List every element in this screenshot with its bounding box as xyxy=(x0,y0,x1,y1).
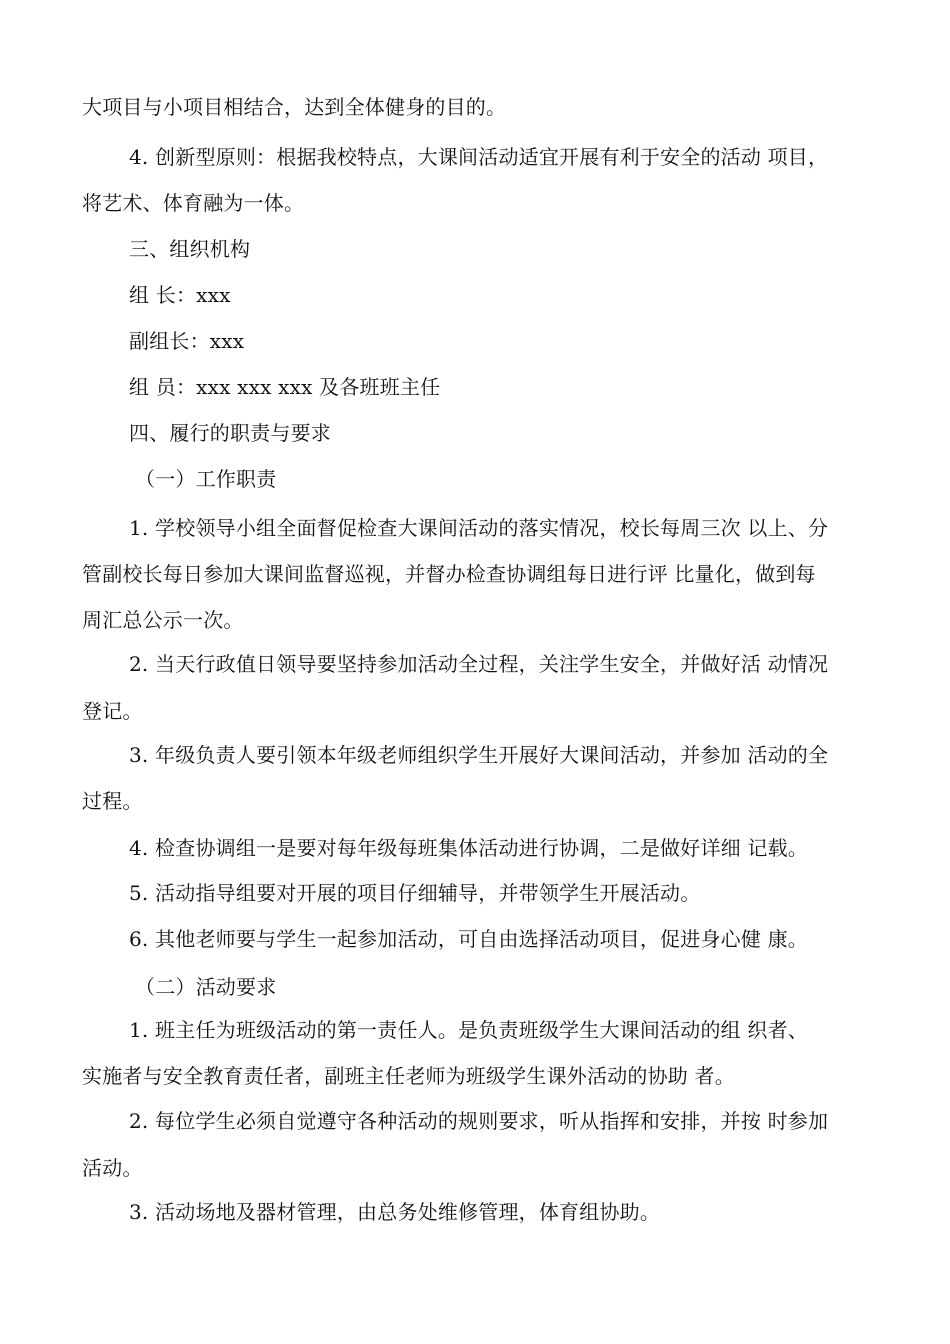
text-line: 6. 其他老师要与学生一起参加活动，可自由选择活动项目，促进身心健 康。 xyxy=(129,927,808,951)
text-line: 组 长：xxx xyxy=(129,283,231,307)
text-line: 登记。 xyxy=(82,699,143,723)
text-line: 4. 创新型原则：根据我校特点，大课间活动适宜开展有利于安全的活动 项目， xyxy=(129,145,829,169)
text-line: 4. 检查协调组一是要对每年级每班集体活动进行协调，二是做好详细 记载。 xyxy=(129,836,808,860)
section-heading: 四、履行的职责与要求 xyxy=(129,421,331,445)
text-line: 过程。 xyxy=(82,789,143,813)
text-line: 实施者与安全教育责任者，副班主任老师为班级学生课外活动的协助 者。 xyxy=(82,1064,735,1088)
subsection-heading: （一）工作职责 xyxy=(135,467,277,491)
text-line: 周汇总公示一次。 xyxy=(82,608,244,632)
text-line: 组 员：xxx xxx xxx 及各班班主任 xyxy=(129,375,441,399)
text-line: 2. 当天行政值日领导要坚持参加活动全过程，关注学生安全，并做好活 动情况 xyxy=(129,652,829,676)
text-line: 将艺术、体育融为一体。 xyxy=(82,191,305,215)
subsection-heading: （二）活动要求 xyxy=(135,975,277,999)
text-line: 5. 活动指导组要对开展的项目仔细辅导，并带领学生开展活动。 xyxy=(129,881,701,905)
text-line: 副组长：xxx xyxy=(129,329,245,353)
text-line: 2. 每位学生必须自觉遵守各种活动的规则要求，听从指挥和安排，并按 时参加 xyxy=(129,1109,829,1133)
text-line: 3. 年级负责人要引领本年级老师组织学生开展好大课间活动，并参加 活动的全 xyxy=(129,743,829,767)
text-line: 1. 班主任为班级活动的第一责任人。是负责班级学生大课间活动的组 织者、 xyxy=(129,1018,808,1042)
text-line: 活动。 xyxy=(82,1156,143,1180)
text-line: 大项目与小项目相结合，达到全体健身的目的。 xyxy=(82,95,507,119)
text-line: 管副校长每日参加大课间监督巡视，并督办检查协调组每日进行评 比量化，做到每 xyxy=(82,562,816,586)
text-line: 3. 活动场地及器材管理，由总务处维修管理，体育组协助。 xyxy=(129,1200,661,1224)
section-heading: 三、组织机构 xyxy=(129,237,251,261)
text-line: 1. 学校领导小组全面督促检查大课间活动的落实情况，校长每周三次 以上、分 xyxy=(129,516,829,540)
